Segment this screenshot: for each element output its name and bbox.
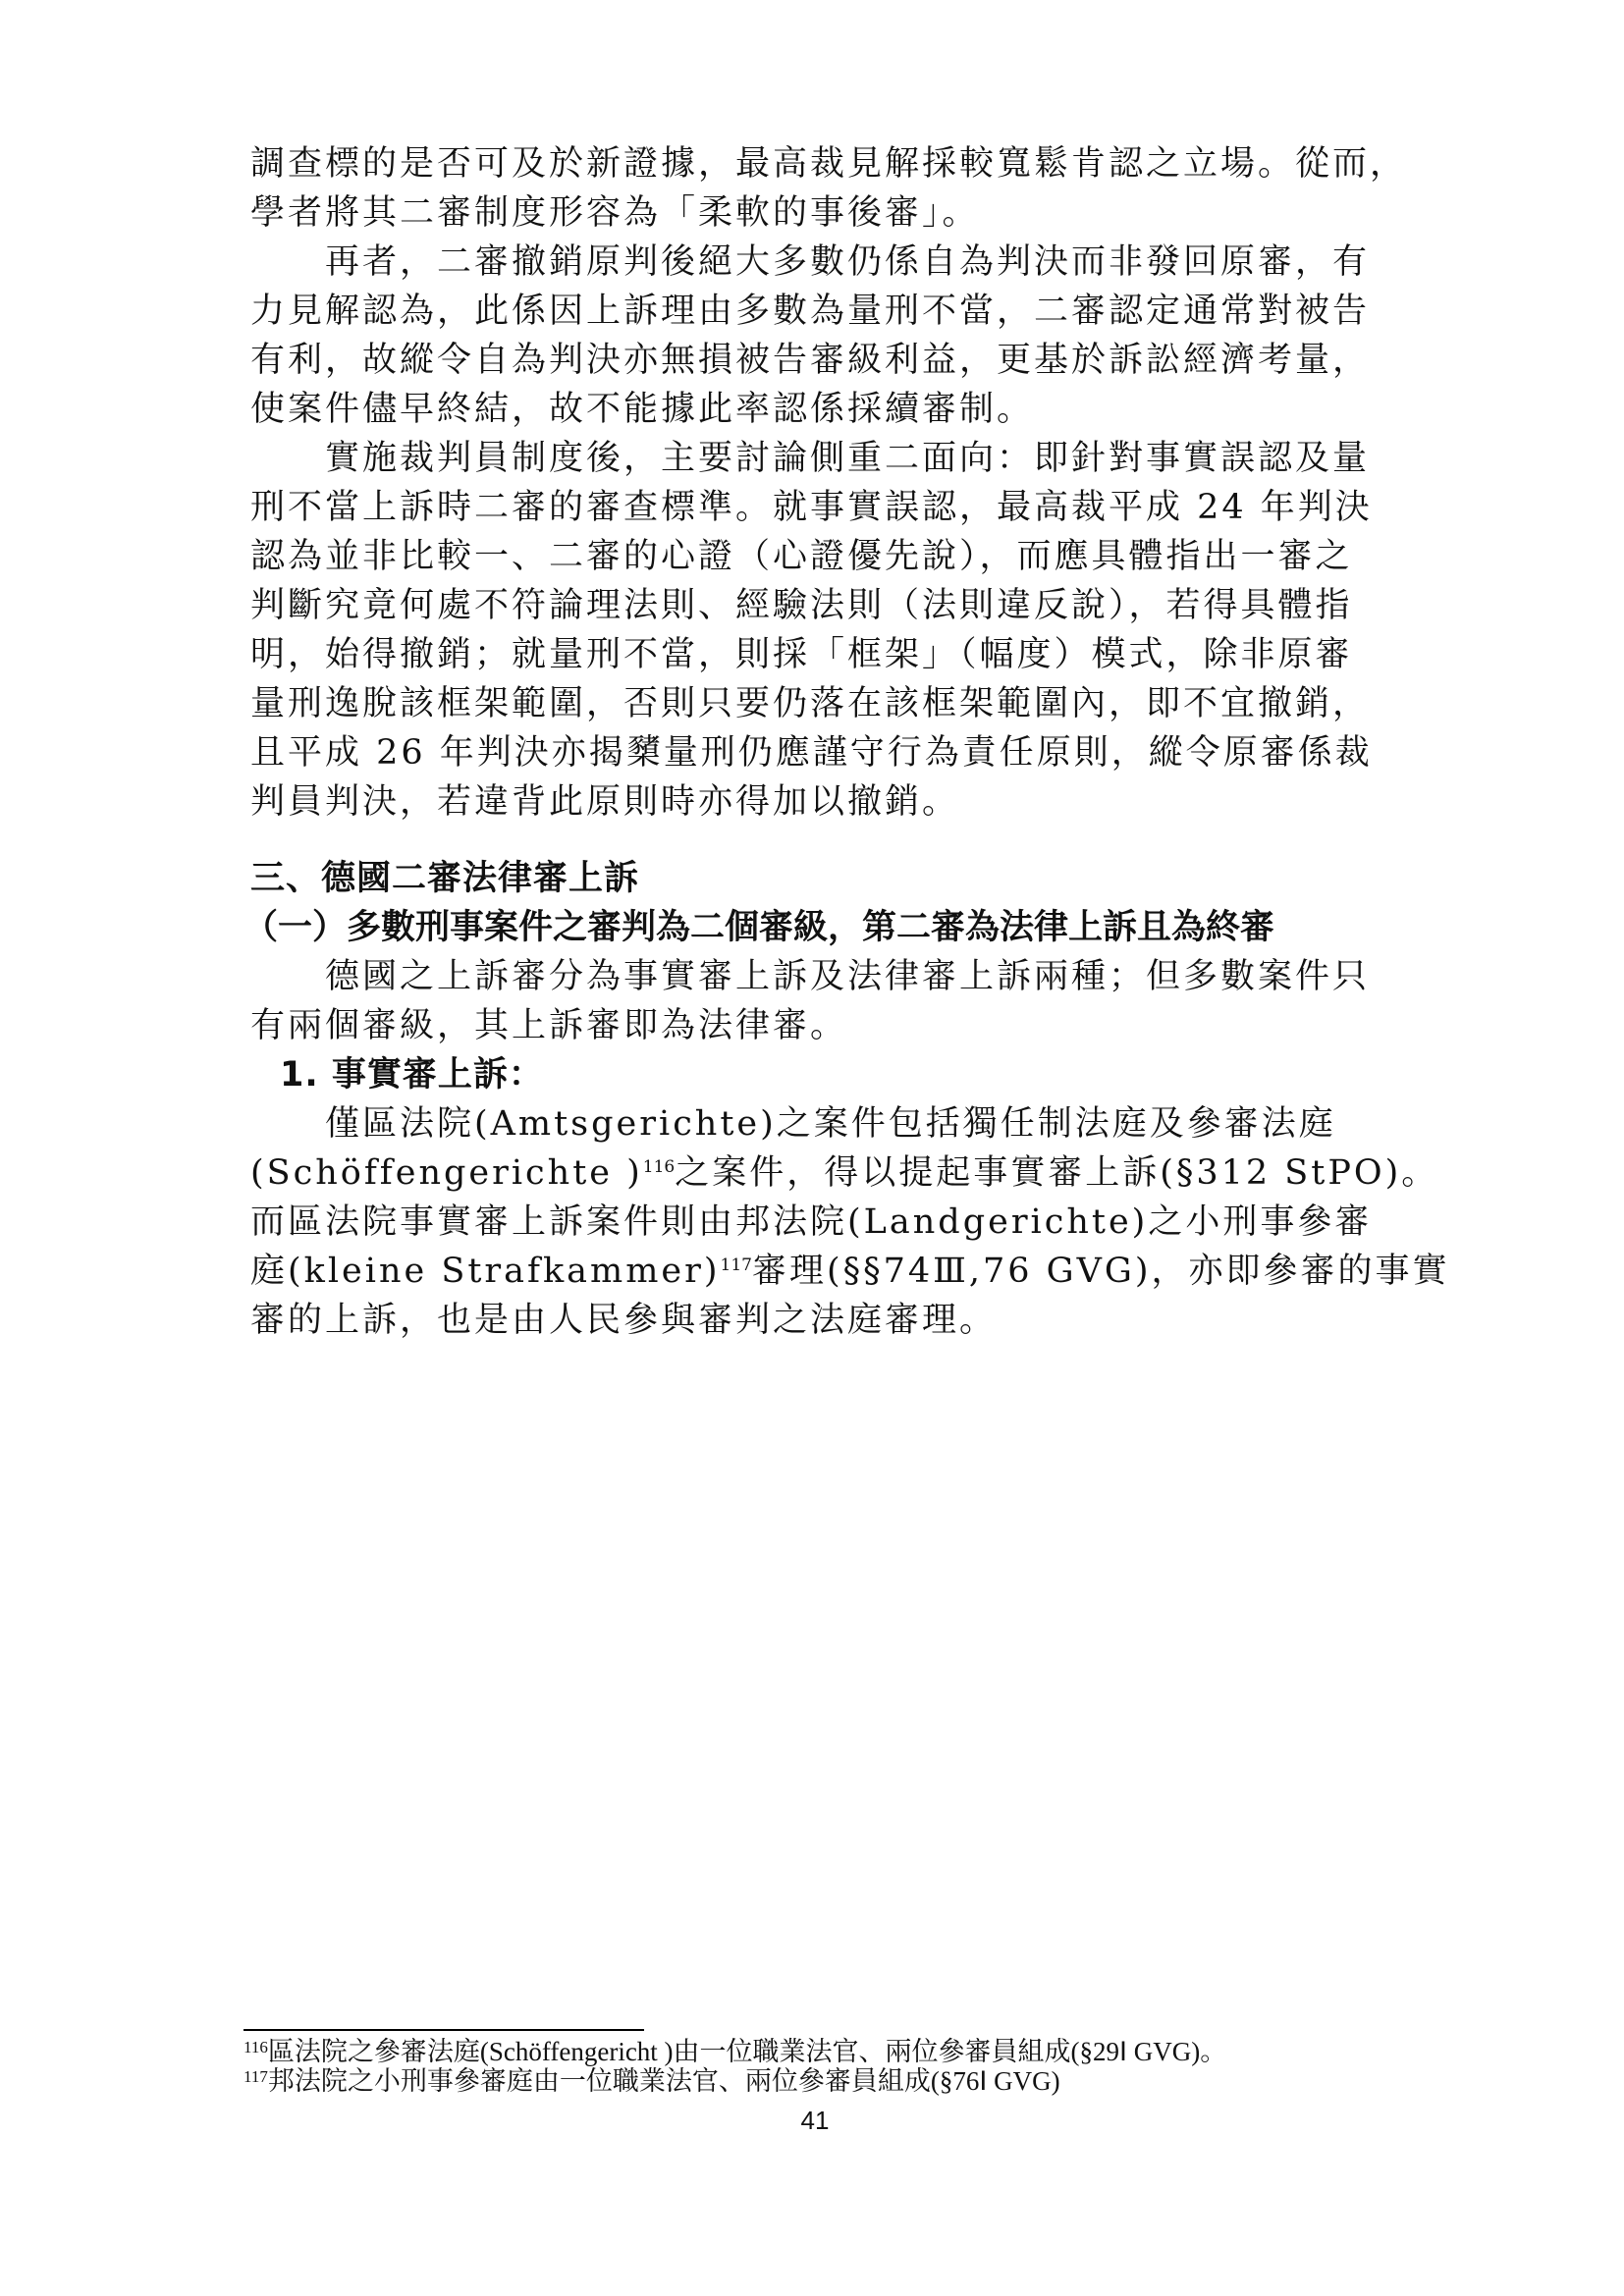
text-line: 使案件儘早終結，故不能據此率認係採續審制。 — [250, 390, 1035, 429]
text-line: 有兩個審級，其上訴審即為法律審。 — [250, 1006, 848, 1045]
text-line: 判斷究竟何處不符論理法則、經驗法則（法則違反說），若得具體指 — [250, 586, 1353, 625]
text-line: 實施裁判員制度後，主要討論側重二面向：即針對事實誤認及量 — [250, 439, 1371, 478]
text-line: 再者，二審撤銷原判後絕大多數仍係自為判決而非發回原審，有 — [250, 242, 1371, 282]
footnote-ref[interactable]: 117 — [720, 1255, 752, 1275]
footnote-text: 邦法院之小刑事參審庭由一位職業法官、兩位參審員組成(§76Ⅰ GVG) — [267, 2066, 1060, 2096]
subsection-heading: （一）多數刑事案件之審判為二個審級，第二審為法律上訴且為終審 — [244, 908, 1275, 947]
text-line: 且平成 26 年判決亦揭櫫量刑仍應謹守行為責任原則，縱令原審係裁 — [250, 733, 1373, 773]
page-number: 41 — [800, 2106, 830, 2135]
footnote — [244, 2066, 1060, 2096]
text-segment: 之案件，得以提起事實審上訴(§312 StPO)。 — [675, 1153, 1439, 1193]
text-line: 明，始得撤銷；就量刑不當，則採「框架」（幅度）模式，除非原審 — [250, 635, 1353, 674]
footnote-ref[interactable]: 116 — [642, 1157, 676, 1177]
text-line — [250, 1148, 1439, 1198]
text-line: 調查標的是否可及於新證據，最高裁見解採較寬鬆肯認之立場。從而， — [250, 144, 1408, 184]
text-line — [250, 1247, 1450, 1296]
text-line: 學者將其二審制度形容為「柔軟的事後審」。 — [250, 193, 980, 233]
text-line: 審的上訴，也是由人民參與審判之法庭審理。 — [250, 1301, 998, 1340]
footnote-divider — [244, 2029, 644, 2031]
footnote — [244, 2037, 1226, 2066]
text-line: 有利，故縱令自為判決亦無損被告審級利益，更基於訴訟經濟考量， — [250, 341, 1371, 380]
text-segment: 庭(kleine Strafkammer) — [250, 1252, 721, 1291]
text-line: 而區法院事實審上訴案件則由邦法院(Landgerichte)之小刑事參審 — [250, 1202, 1373, 1242]
text-line: 德國之上訴審分為事實審上訴及法律審上訴兩種；但多數案件只 — [250, 957, 1371, 996]
text-segment: 審理(§§74Ⅲ,76 GVG)，亦即參審的事實 — [751, 1252, 1450, 1291]
footnote-number: 117 — [244, 2067, 268, 2086]
text-line: 刑不當上訴時二審的審查標準。就事實誤認，最高裁平成 24 年判決 — [250, 488, 1373, 527]
footnote-text: 區法院之參審法庭(Schöffengericht )由一位職業法官、兩位參審員組成(§29Ⅰ GVG)。 — [267, 2037, 1227, 2066]
section-heading: 三、德國二審法律審上訴 — [250, 859, 640, 898]
text-segment: (Schöffengerichte ) — [250, 1153, 643, 1193]
text-line: 僅區法院(Amtsgerichte)之案件包括獨任制法庭及參審法庭 — [250, 1104, 1336, 1144]
text-line: 判員判決，若違背此原則時亦得加以撤銷。 — [250, 782, 960, 822]
text-line: 認為並非比較一、二審的心證（心證優先說），而應具體指出一審之 — [250, 537, 1353, 576]
footnote-number: 116 — [244, 2038, 268, 2056]
text-line: 力見解認為，此係因上訴理由多數為量刑不當，二審認定通常對被告 — [250, 292, 1371, 331]
text-line: 量刑逸脫該框架範圍，否則只要仍落在該框架範圍內，即不宜撤銷， — [250, 684, 1371, 723]
item-heading: 1. 事實審上訴： — [280, 1055, 544, 1095]
